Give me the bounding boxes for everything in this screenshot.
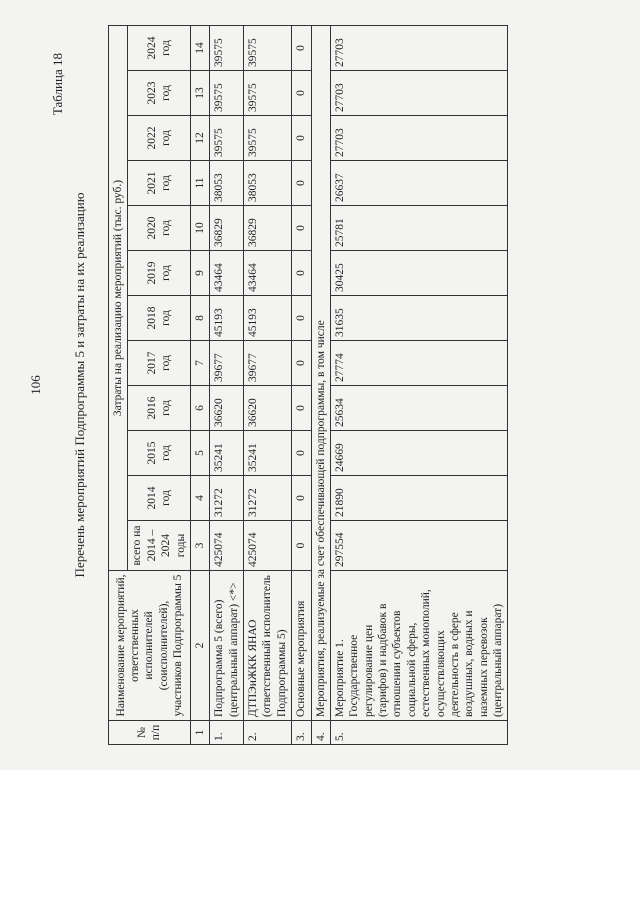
value-cell: 39575 [210, 26, 244, 71]
index-cell: 10 [190, 206, 209, 251]
column-index-row [190, 26, 209, 745]
value-cell: 38053 [244, 161, 292, 206]
value-cell: 0 [292, 26, 311, 71]
header-year: 2015 год [128, 431, 191, 476]
value-cell: 36829 [244, 206, 292, 251]
table-row [210, 26, 244, 745]
value-cell: 30425 [330, 251, 508, 296]
value-cell: 25634 [330, 386, 508, 431]
value-cell: 26637 [330, 161, 508, 206]
page-number: 106 [28, 375, 43, 395]
index-cell: 5 [190, 431, 209, 476]
index-cell: 12 [190, 116, 209, 161]
value-cell: 0 [292, 386, 311, 431]
row-num: 3. [292, 721, 311, 745]
value-cell: 27703 [330, 71, 508, 116]
table-row [244, 26, 292, 745]
value-cell: 0 [292, 521, 311, 571]
value-cell: 39575 [210, 71, 244, 116]
table-row [330, 26, 508, 745]
value-cell: 31272 [210, 476, 244, 521]
table-row [292, 26, 311, 745]
header-year: 2024 год [128, 26, 191, 71]
header-year: 2020 год [128, 206, 191, 251]
value-cell: 45193 [210, 296, 244, 341]
value-cell: 425074 [210, 521, 244, 571]
costs-table [108, 25, 508, 745]
index-cell: 14 [190, 26, 209, 71]
row-num: 2. [244, 721, 292, 745]
section-row [311, 26, 330, 745]
value-cell: 36829 [210, 206, 244, 251]
value-cell: 39575 [210, 116, 244, 161]
header-year: 2017 год [128, 341, 191, 386]
value-cell: 0 [292, 431, 311, 476]
value-cell: 36620 [244, 386, 292, 431]
value-cell: 425074 [244, 521, 292, 571]
value-cell: 27703 [330, 26, 508, 71]
row-num: 5. [330, 721, 508, 745]
value-cell: 0 [292, 161, 311, 206]
row-name: ДТПЭиЖКК ЯНАО (ответственный исполнитель Подпрограммы 5) [244, 571, 292, 721]
index-cell: 9 [190, 251, 209, 296]
value-cell: 0 [292, 251, 311, 296]
header-year: 2023 год [128, 71, 191, 116]
index-cell: 8 [190, 296, 209, 341]
value-cell: 297554 [330, 521, 508, 571]
index-cell: 7 [190, 341, 209, 386]
value-cell: 45193 [244, 296, 292, 341]
index-cell: 3 [190, 521, 209, 571]
value-cell: 39575 [244, 71, 292, 116]
value-cell: 38053 [210, 161, 244, 206]
index-cell: 2 [190, 571, 209, 721]
index-cell: 1 [190, 721, 209, 745]
row-name: Подпрограмма 5 (всего) (центральный аппарат) <*> [210, 571, 244, 721]
value-cell: 27703 [330, 116, 508, 161]
value-cell: 36620 [210, 386, 244, 431]
header-costs-group: Затраты на реализацию мероприятий (тыс. руб.) [109, 26, 128, 571]
row-num: 1. [210, 721, 244, 745]
header-year: 2021 год [128, 161, 191, 206]
rotated-page-content [20, 15, 620, 755]
value-cell: 0 [292, 116, 311, 161]
index-cell: 6 [190, 386, 209, 431]
value-cell: 24669 [330, 431, 508, 476]
value-cell: 0 [292, 71, 311, 116]
value-cell: 39677 [244, 341, 292, 386]
value-cell: 43464 [244, 251, 292, 296]
value-cell: 35241 [244, 431, 292, 476]
index-cell: 13 [190, 71, 209, 116]
row-name: Основные мероприятия [292, 571, 311, 721]
value-cell: 35241 [210, 431, 244, 476]
header-name: Наименование мероприятий, ответственных исполнителей (соисполнителей), участников Подпрограммы 5 [109, 571, 191, 721]
table-title: Перечень мероприятий Подпрограммы 5 и затраты на их реализацию [72, 192, 87, 578]
value-cell: 39575 [244, 116, 292, 161]
header-year: 2022 год [128, 116, 191, 161]
value-cell: 0 [292, 296, 311, 341]
value-cell: 39677 [210, 341, 244, 386]
header-total: всего на 2014 – 2024 годы [128, 521, 191, 571]
section-title: Мероприятия, реализуемые за счет обеспечивающей подпрограммы, в том числе [311, 26, 330, 721]
value-cell: 21890 [330, 476, 508, 521]
value-cell: 0 [292, 341, 311, 386]
value-cell: 43464 [210, 251, 244, 296]
index-cell: 4 [190, 476, 209, 521]
index-cell: 11 [190, 161, 209, 206]
row-num: 4. [311, 721, 330, 745]
header-num: № п/п [109, 721, 191, 745]
value-cell: 31272 [244, 476, 292, 521]
header-year: 2016 год [128, 386, 191, 431]
value-cell: 0 [292, 206, 311, 251]
value-cell: 27774 [330, 341, 508, 386]
header-year: 2014 год [128, 476, 191, 521]
value-cell: 25781 [330, 206, 508, 251]
row-name: Мероприятие 1. Государственное регулирование цен (тарифов) и надбавок в отношении субъектов социальной сферы, естественных монополий, осуществляющих деятельность в сфере воздушных, водных и наземных перевозок (центральный аппарат) [330, 571, 508, 721]
value-cell: 31635 [330, 296, 508, 341]
value-cell: 0 [292, 476, 311, 521]
header-year: 2018 год [128, 296, 191, 341]
table-number: Таблица 18 [50, 53, 65, 116]
header-year: 2019 год [128, 251, 191, 296]
value-cell: 39575 [244, 26, 292, 71]
